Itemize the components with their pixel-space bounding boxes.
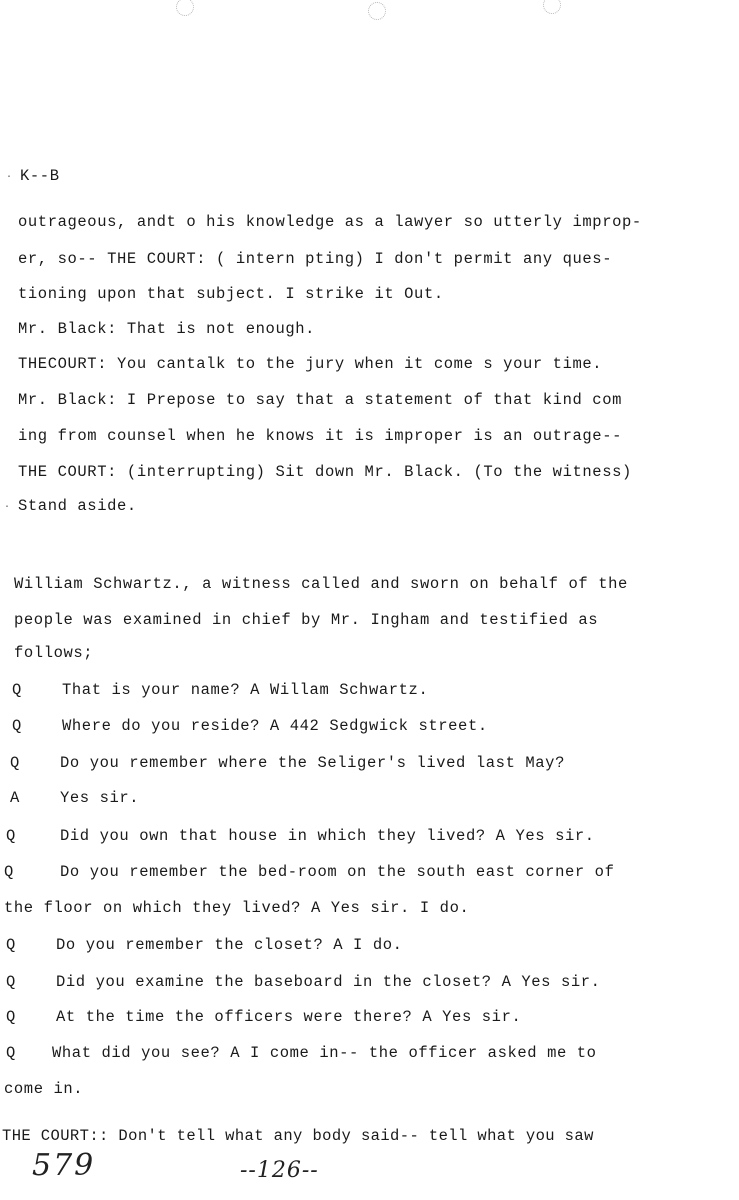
punch-hole: [368, 2, 386, 20]
text-line: er, so-- THE COURT: ( intern pting) I don't permit any ques-: [18, 250, 613, 268]
text-line: outrageous, andt o his knowledge as a lawyer so utterly improp-: [18, 213, 642, 231]
qa-text: the floor on which they lived? A Yes sir. I do.: [4, 899, 470, 917]
header-code: K--B: [20, 167, 60, 185]
text-line: THECOURT: You cantalk to the jury when it come s your time.: [18, 355, 603, 373]
handwritten-page-number: 579: [32, 1148, 96, 1183]
text-line: follows;: [14, 644, 94, 662]
handwritten-folio-mark: --126--: [240, 1158, 319, 1183]
margin-dot: ·: [6, 172, 13, 183]
text-line: people was examined in chief by Mr. Ingham and testified as: [14, 611, 599, 629]
qa-text: Yes sir.: [60, 789, 140, 807]
qa-marker: Q: [10, 754, 20, 772]
margin-dot: ·: [4, 502, 11, 513]
qa-marker: Q: [12, 717, 22, 735]
qa-text: Did you examine the baseboard in the closet? A Yes sir.: [56, 973, 601, 991]
qa-text: What did you see? A I come in-- the officer asked me to: [52, 1044, 597, 1062]
punch-hole: [543, 0, 561, 14]
qa-text: At the time the officers were there? A Yes sir.: [56, 1008, 522, 1026]
qa-text: That is your name? A Willam Schwartz.: [62, 681, 429, 699]
qa-marker: Q: [12, 681, 22, 699]
text-line: ing from counsel when he knows it is improper is an outrage--: [18, 427, 622, 445]
text-line: Mr. Black: That is not enough.: [18, 320, 316, 338]
text-line: Stand aside.: [18, 497, 137, 515]
qa-text: come in.: [4, 1080, 84, 1098]
qa-marker: A: [10, 789, 20, 807]
qa-text: Do you remember the bed-room on the south east corner of: [60, 863, 615, 881]
text-line: Mr. Black: I Prepose to say that a statement of that kind com: [18, 391, 622, 409]
text-line: THE COURT: (interrupting) Sit down Mr. Black. (To the witness): [18, 463, 632, 481]
qa-marker: Q: [6, 936, 16, 954]
qa-text: Where do you reside? A 442 Sedgwick street.: [62, 717, 488, 735]
qa-marker: Q: [6, 1044, 16, 1062]
qa-marker: Q: [4, 863, 14, 881]
qa-text: Do you remember where the Seliger's lived last May?: [60, 754, 565, 772]
qa-marker: Q: [6, 973, 16, 991]
text-line: William Schwartz., a witness called and sworn on behalf of the: [14, 575, 628, 593]
qa-text: Did you own that house in which they lived? A Yes sir.: [60, 827, 595, 845]
text-line: tioning upon that subject. I strike it Out.: [18, 285, 444, 303]
qa-marker: Q: [6, 1008, 16, 1026]
qa-marker: Q: [6, 827, 16, 845]
qa-text: Do you remember the closet? A I do.: [56, 936, 403, 954]
text-line: THE COURT:: Don't tell what any body said-- tell what you saw: [2, 1127, 594, 1145]
punch-hole: [176, 0, 194, 16]
